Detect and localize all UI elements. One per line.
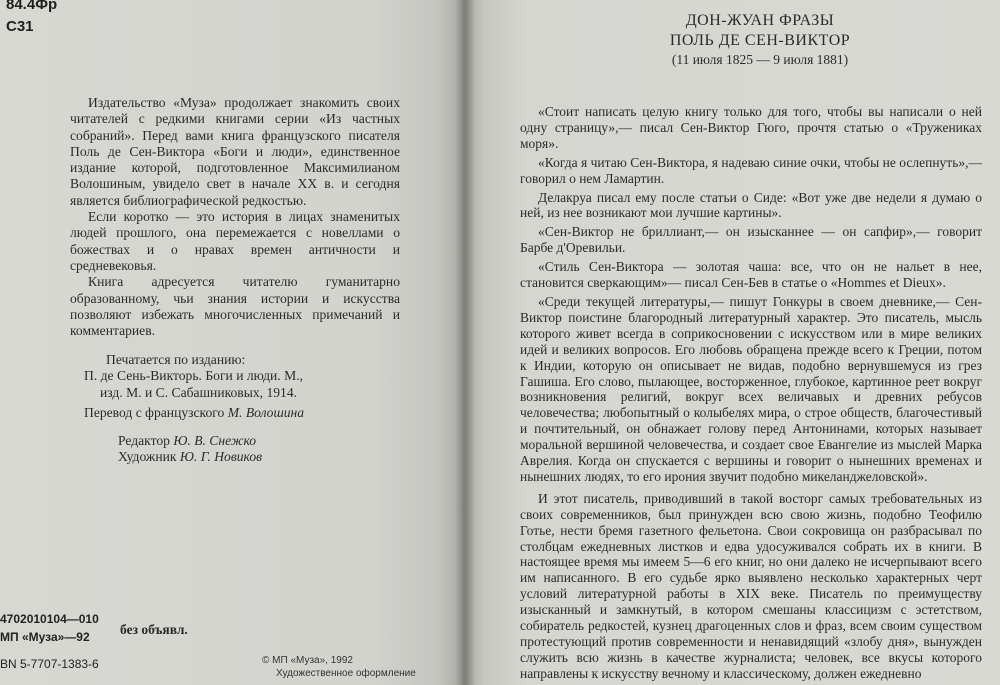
- body-paragraph: «Стоит написать целую книгу только для того, чтобы вы написали о ней одну страницу»,— писал Сен-Виктор Гюго, прочтя статью о «Тружениках моря».: [520, 104, 982, 151]
- body-paragraph: «Стиль Сен-Виктора — золотая чаша: все, что он не нальет в нее, становится сверкающим»— писал Сен-Бев в статье о «Hommes et Dieux».: [520, 259, 982, 291]
- chapter-subtitle: ПОЛЬ ДЕ СЕН-ВИКТОР: [669, 32, 851, 49]
- design-credit-line: Художественное оформление: [276, 668, 416, 679]
- body-paragraph: Делакруа писал ему после статьи о Сиде: «Вот уже две недели я думаю о ней, из нее возникают мои лучшие картины».: [520, 189, 982, 221]
- body-paragraph: «Сен-Виктор не бриллиант,— он изысканнее — он сапфир»,— говорит Барбе д'Оревильи.: [520, 224, 982, 256]
- body-paragraph: «Среди текущей литературы,— пишут Гонкуры в своем дневнике,— Сен-Виктор поистине благородный литературный характер. Это писатель, мысль которого живет всегда в соприкосновении с искусством или в мире великих идей и великих вопросов. Его любовь обращена прежде всего к Греции, потом к Индии, которую он описывает не видав, подобно вернувшемуся из грез Гашиша. Его слово, пылающее, восторженное, глубокое, картинное реет вокруг возникновения религий, вокруг всех величавых и древних ребусов человечества; любопытный о колыбелях мира, о строе обществ, благочестивый и почтительный, он обнажает голову перед Антонинами, которых называет моральной вершиной человечества, и создает свое Евангелие из мыслей Марка Аврелия. Когда он спускается с вершины и говорит о нынешних временах и нынешних людях, то его ирония звучит подобно микеланджеловской».: [520, 293, 982, 484]
- edition-line: П. де Сень-Викторь. Боги и люди. М.,: [84, 368, 303, 384]
- book-spine-shadow: [455, 0, 475, 685]
- publisher-intro: [70, 95, 400, 339]
- edition-line: Печатается по изданию:: [106, 352, 246, 367]
- translator-name: М. Волошина: [227, 404, 305, 420]
- left-page: [0, 0, 462, 685]
- catalog-code: 4702010104—010: [0, 612, 99, 626]
- classification-code: 84.4Фр: [6, 0, 58, 13]
- chapter-title: ДОН-ЖУАН ФРАЗЫ: [685, 12, 835, 29]
- no-announcement-label: без объявл.: [120, 622, 188, 637]
- artist-label: Художник: [118, 449, 177, 465]
- copyright-line: © МП «Муза», 1992: [262, 655, 353, 666]
- editor-name: Ю. В. Снежко: [173, 433, 257, 448]
- body-paragraph: «Когда я читаю Сен-Виктора, я надеваю синие очки, чтобы не ослепнуть»,— говорил о нем Ламартин.: [520, 154, 982, 186]
- translation-label: Перевод с французского: [84, 404, 225, 420]
- intro-paragraph: Если коротко — это история в лицах знаменитых людей прошлого, она перемежается с новеллами о божествах и о нравах времен античности и средневековья.: [70, 209, 400, 273]
- chapter-body: [520, 104, 982, 685]
- body-paragraph: И этот писатель, приводивший в такой восторг самых требовательных из своих современников, был принужден всю свою жизнь, подобно Теофилю Готье, нести бремя газетного фельетона. Свои сокровища он разбрасывал по столбцам ежедневных листков и едва удосуживался собрать их в книги. В настоящее время мы имеем 5—6 его книг, но они далеко не исчерпывают всего им написанного. В его судьбе ярко выявлено несколько характерных черт условий литературной работы в XIX веке. Писатель по преимуществу изысканный и замкнутый, в котором смешаны классицизм с эстетством, собиратель редкостей, кузнец драгоценных слов и фраз, всем своим существом протестующий против современности и ненавидящий «злобу дня», вынужден служить всю жизнь в качестве журналиста; человек, все вкусы которого направлены к искусству вечному и классическому, должен ежедневно: [520, 490, 982, 681]
- publisher-code: МП «Муза»—92: [0, 630, 90, 644]
- editor-label: Редактор: [118, 433, 170, 448]
- translation-line: [84, 405, 414, 421]
- edition-line: изд. М. и С. Сабашниковых, 1914.: [100, 384, 298, 400]
- artist-name: Ю. Г. Новиков: [179, 449, 263, 465]
- edition-info: [84, 352, 414, 421]
- author-code: С31: [6, 18, 34, 35]
- isbn: BN 5-7707-1383-6: [0, 657, 99, 671]
- credits: [118, 433, 262, 466]
- intro-paragraph: Книга адресуется читателю гуманитарно образованному, чьи знания истории и искусства позволяют избежать многочисленных примечаний и комментариев.: [70, 274, 400, 339]
- editor-line: [118, 433, 262, 449]
- artist-line: [118, 449, 262, 465]
- intro-paragraph: Издательство «Муза» продолжает знакомить своих читателей с редкими книгами серии «Из частных собраний». Перед вами книга французского писателя Поль де Сен-Виктора «Боги и люди», единственное издание которой, подготовленное Максимилианом Волошиным, увидело свет в начале XX в. и сегодня является библиографической редкостью.: [70, 95, 400, 208]
- chapter-dates: (11 июля 1825 — 9 июля 1881): [671, 52, 849, 67]
